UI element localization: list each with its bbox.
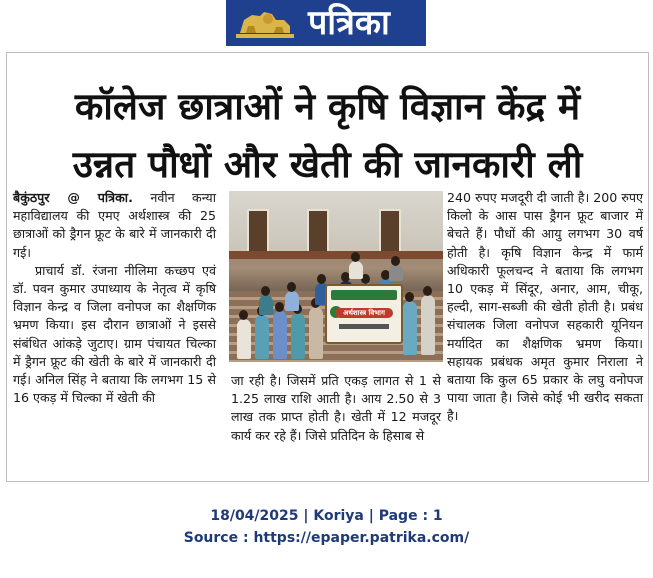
news-clipping <box>6 52 649 482</box>
banner-title: अर्थशास्त्र विभाग <box>335 308 393 318</box>
headline-line-2: उन्नत पौधों और खेती की जानकारी ली <box>72 143 583 186</box>
photo-building <box>229 191 443 259</box>
paragraph: नवीन कन्या महाविद्यालय की एमए अर्थशास्त्र की 25 छात्राओं को ड्रैगन फ्रूट के बारे में जानकारी दी गई। <box>13 190 216 260</box>
brand-name: पत्रिका <box>308 3 390 43</box>
article-column-3 <box>447 189 643 426</box>
edition-info: 18/04/2025 | Koriya | Page : 1 <box>210 508 443 524</box>
masthead-logo <box>226 0 426 46</box>
photo-banner <box>325 284 403 344</box>
paragraph: प्राचार्य डॉ. रंजना नीलिमा कच्छप एवं डॉ. पवन कुमार उपाध्याय के नेतृत्व में कृषि विज्ञान केन्द्र व जिला वनोपज का शैक्षणिक भ्रमण किया। इस दौरान छात्राओं ने इससे संबंधित आंकड़े जुटाए। ग्राम पंचायत चिल्का में ड्रैगन फ्रूट की खेती के बारे में जानकारी दी गई। अनिल सिंह ने बताया कि लगभग 15 से 16 एकड़ में चिल्का में खेती की <box>13 262 216 406</box>
article-photo <box>229 191 443 362</box>
paragraph: जा रही है। जिसमें प्रति एकड़ लागत से 1 से 1.25 लाख राशि आती है। आय 2.50 से 3 लाख तक प्राप्त होती है। खेती में 12 मजदूर कार्य कर रहे हैं। जिसे प्रतिदिन के हिसाब से <box>231 373 441 443</box>
lion-emblem-icon <box>234 6 296 40</box>
article-column-1 <box>13 189 216 407</box>
headline-line-1: कॉलेज छात्राओं ने कृषि विज्ञान केंद्र में <box>74 85 581 128</box>
source-link[interactable]: Source : https://epaper.patrika.com/ <box>183 530 470 546</box>
dateline: बैकुंठपुर @ पत्रिका. <box>13 190 133 205</box>
paragraph: 240 रुपए मजदूरी दी जाती है। 200 रुपए किलो के आस पास ड्रैगन फ्रूट बाजार में बेचते हैं। पौधों की आयु लगभग 30 वर्ष होती है। कृषि विज्ञान केन्द्र में फार्म अधिकारी फूलचन्द ने बताया कि लगभग 10 एकड़ में सिंदूर, अनार, आम, चीकू, हल्दी, साग-सब्जी की खेती होती है। प्रबंध संचालक जिला वनोपज सहकारी यूनियन मर्यादित का शैक्षणिक भ्रमण किया। सहायक प्रबंधक अमृत कुमार निराला ने बताया कि कुल 65 प्रकार के लघु वनोपज पाया जाता है। जिसे कोई भी खरीद सकता है। <box>447 190 643 424</box>
article-column-2 <box>231 372 441 445</box>
